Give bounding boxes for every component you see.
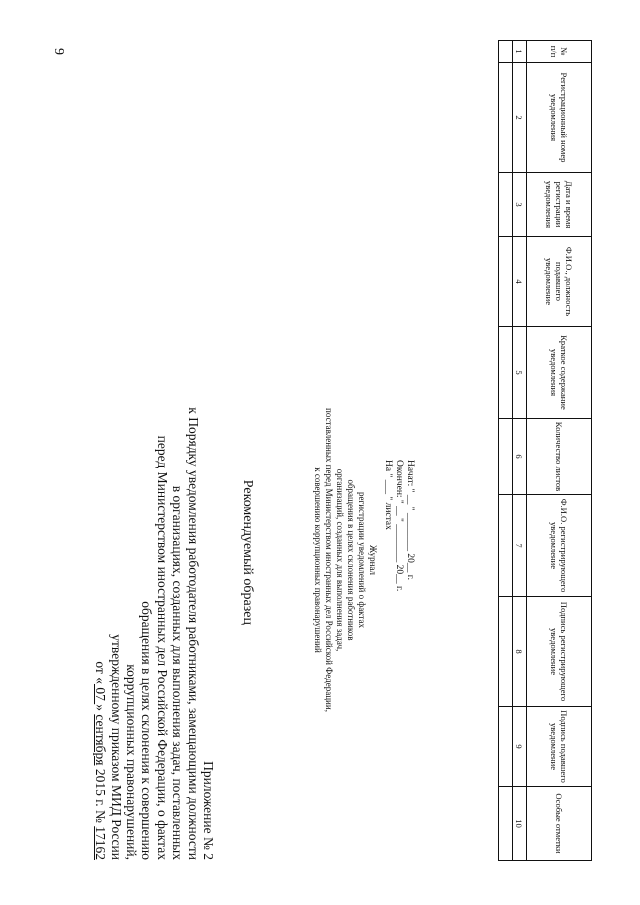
appendix-header: [93, 260, 216, 860]
header-cell: Дата и время регистрации уведомления: [527, 173, 592, 237]
journal-subtitle-line: регистрации уведомлений о фактах: [357, 492, 367, 628]
header-cell: Регистрационный номер уведомления: [527, 63, 592, 173]
journal-subtitle-line: к совершению коррупционных правонарушений: [313, 467, 323, 653]
header-cell: № п/п: [527, 41, 592, 63]
appendix-title: Приложение № 2: [201, 761, 216, 860]
order-quote: »: [93, 704, 109, 715]
appendix-line: утвержденному приказом МИД России: [108, 634, 124, 860]
column-number-cell: 4: [513, 237, 527, 327]
empty-cell: [499, 327, 513, 419]
date-started: Начат: " __ " ________ 20__ г.: [405, 460, 415, 580]
column-number-cell: 7: [513, 495, 527, 597]
journal-title: Журнал: [368, 544, 378, 575]
header-cell: Ф.И.О. регистрирующего уведомление: [527, 495, 592, 597]
empty-cell: [499, 41, 513, 63]
journal-subtitle-line: обращения в целях склонения работников: [346, 479, 356, 641]
empty-entry-row: [499, 41, 513, 861]
header-cell: Ф.И.О., должность подавшего уведомление: [527, 237, 592, 327]
column-number-cell: 1: [513, 41, 527, 63]
journal-dates: [382, 460, 415, 591]
column-number-cell: 9: [513, 707, 527, 787]
column-number-cell: 10: [513, 787, 527, 861]
header-cell: Количество листов: [527, 419, 592, 495]
appendix-line: перед Министерством иностранных дел Российской Федерации, о фактах: [154, 435, 170, 860]
appendix-line: коррупционных правонарушений,: [123, 664, 139, 860]
empty-cell: [499, 707, 513, 787]
recommended-sample-label: Рекомендуемый образец: [240, 479, 255, 625]
order-month: сентября: [93, 714, 109, 766]
order-day: 07: [93, 683, 109, 705]
column-number-row: [513, 41, 527, 861]
journal-subtitle-line: организаций, созданных для выполнения задач,: [335, 468, 345, 652]
column-number-cell: 6: [513, 419, 527, 495]
header-cell: Подпись подавшего уведомление: [527, 707, 592, 787]
table-header-row: [527, 41, 592, 861]
appendix-line: обращения в целях склонения к совершению: [139, 601, 155, 860]
header-cell: Подпись регистрирующего уведомление: [527, 597, 592, 707]
column-number-cell: 5: [513, 327, 527, 419]
sheet-count: На " ___ " листах: [383, 460, 393, 530]
empty-cell: [499, 787, 513, 861]
column-number-cell: 2: [513, 63, 527, 173]
empty-cell: [499, 173, 513, 237]
order-number: 17162: [93, 826, 109, 860]
order-reference: [93, 260, 108, 860]
date-finished: Окончен: " __ " ________ 20__ г.: [394, 460, 404, 592]
register-table: [498, 40, 592, 861]
header-cell: Особые отметки: [527, 787, 592, 861]
header-cell: Краткое содержание уведомления: [527, 327, 592, 419]
order-prefix: от «: [93, 661, 109, 684]
appendix-line: к Порядку уведомления работодателя работниками, замещающими должности: [185, 407, 201, 860]
empty-cell: [499, 63, 513, 173]
empty-cell: [499, 495, 513, 597]
empty-cell: [499, 597, 513, 707]
journal-subtitle-line: поставленных перед Министерством иностранных дел Российской Федерации,: [324, 408, 334, 712]
journal-title-block: [312, 300, 378, 820]
page-number: 9: [51, 48, 66, 55]
empty-cell: [499, 419, 513, 495]
column-number-cell: 8: [513, 597, 527, 707]
empty-cell: [499, 237, 513, 327]
column-number-cell: 3: [513, 173, 527, 237]
order-year: 2015 г. №: [93, 765, 109, 827]
appendix-line: в организациях, созданных для выполнения задач, поставленных: [170, 485, 186, 860]
